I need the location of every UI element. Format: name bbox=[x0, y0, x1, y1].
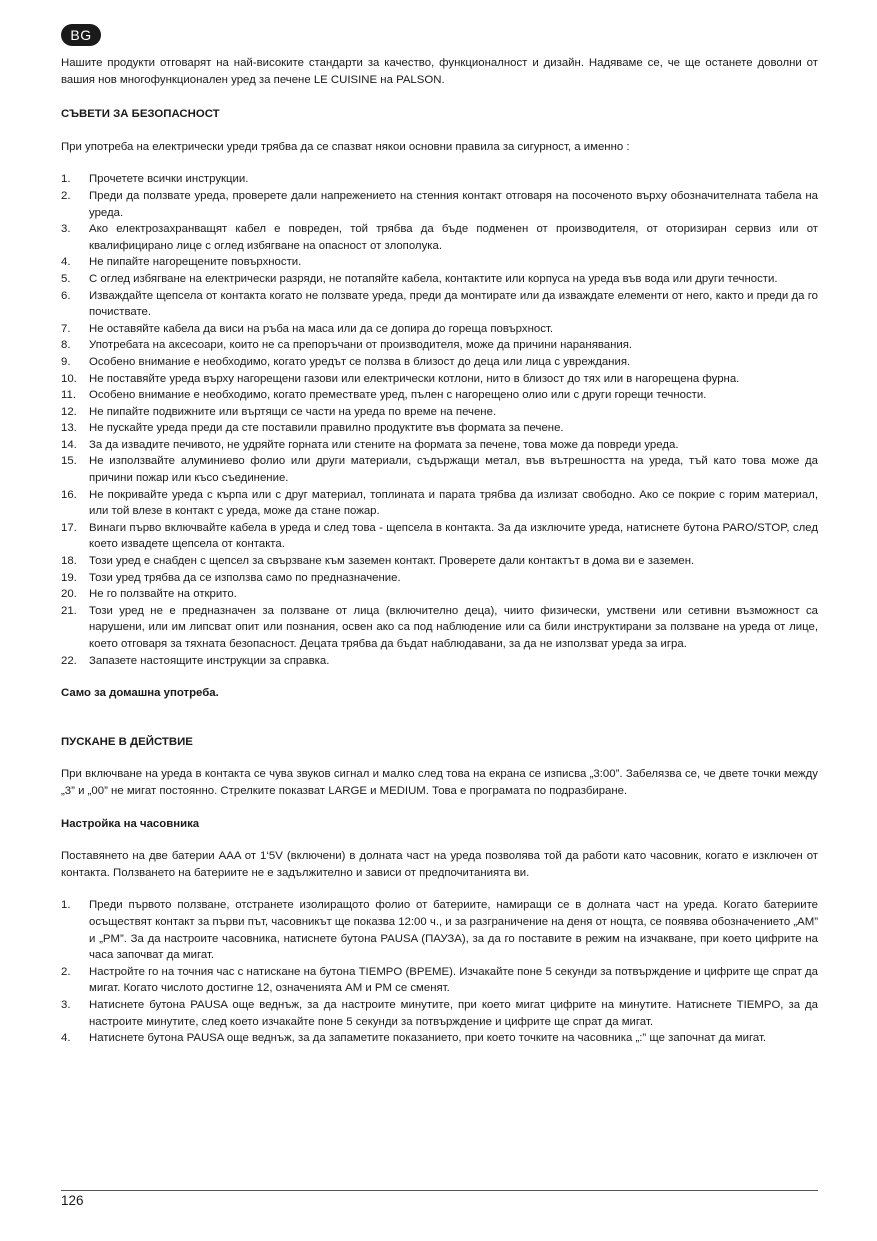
list-item-number: 19. bbox=[61, 571, 77, 584]
list-item-number: 15. bbox=[61, 455, 77, 468]
list-item-number: 2. bbox=[61, 965, 71, 978]
document-page bbox=[61, 24, 818, 1047]
list-item bbox=[61, 288, 818, 321]
list-item bbox=[61, 371, 818, 388]
list-item bbox=[61, 188, 818, 221]
list-item-number: 10. bbox=[61, 372, 77, 385]
list-item-text: Настройте го на точния час с натискане на бутона TIEMPO (ВРЕМЕ). Изчакайте поне 5 секунди за потвърждение и цифрите ще спрат да мигат. Когато числото достигне 12, означенията AM и PM се сменят. bbox=[89, 965, 818, 995]
list-item-text: Особено внимание е необходимо, когато уредът се ползва в близост до деца или лица с увреждания. bbox=[89, 355, 631, 368]
list-item bbox=[61, 437, 818, 454]
list-item-number: 5. bbox=[61, 272, 71, 285]
list-item-number: 9. bbox=[61, 355, 71, 368]
safety-list bbox=[61, 171, 818, 669]
list-item-number: 13. bbox=[61, 422, 77, 435]
list-item-text: С оглед избягване на електрически разряди, не потапяйте кабела, контактите или корпуса на уреда във вода или други течности. bbox=[89, 272, 778, 285]
list-item-number: 12. bbox=[61, 405, 77, 418]
list-item-text: Не използвайте алуминиево фолио или други материали, съдържащи метал, във вътрешността на уреда, тъй като това може да причини пожар или късо съединение. bbox=[89, 455, 818, 485]
list-item bbox=[61, 964, 818, 997]
list-item-number: 22. bbox=[61, 654, 77, 667]
list-item-number: 2. bbox=[61, 189, 71, 202]
list-item-text: Не пускайте уреда преди да сте поставили правилно продуктите във формата за печене. bbox=[89, 422, 564, 435]
list-item-number: 6. bbox=[61, 289, 71, 302]
list-item bbox=[61, 221, 818, 254]
list-item-number: 20. bbox=[61, 588, 77, 601]
list-item bbox=[61, 1030, 818, 1047]
list-item-text: Винаги първо включвайте кабела в уреда и след това - щепсела в контакта. За да изключите уреда, натиснете бутона PARO/STOP, след което извадете щепсела от контакта. bbox=[89, 521, 818, 551]
list-item bbox=[61, 171, 818, 188]
list-item-text: Не покривайте уреда с кърпа или с друг материал, топлината и парата трябва да излизат свободно. Ако се покрие с горим материал, или той влезе в контакт с уреда, може да стане пожар. bbox=[89, 488, 818, 518]
list-item bbox=[61, 553, 818, 570]
list-item-number: 8. bbox=[61, 339, 71, 352]
list-item-number: 11. bbox=[61, 389, 76, 402]
list-item-text: Особено внимание е необходимо, когато премествате уред, пълен с нагорещено олио или с други горещи течности. bbox=[89, 389, 707, 402]
list-item-number: 1. bbox=[61, 173, 71, 186]
list-item bbox=[61, 354, 818, 371]
list-item bbox=[61, 487, 818, 520]
clock-heading: Настройка на часовника bbox=[61, 817, 200, 830]
list-item-text: Ако електрозахранващят кабел е повреден, той трябва да бъде подменен от производителя, от оторизиран сервиз или от квалифицирано лице с оглед избягване на опасност от злополука. bbox=[89, 223, 818, 252]
safety-heading: СЪВЕТИ ЗА БЕЗОПАСНОСТ bbox=[61, 108, 220, 121]
list-item-number: 1. bbox=[61, 899, 71, 912]
list-item-number: 4. bbox=[61, 256, 71, 269]
list-item-text: Не пипайте нагорещените повърхности. bbox=[89, 256, 302, 269]
language-badge: BG bbox=[61, 24, 101, 46]
startup-paragraph: При включване на уреда в контакта се чува звуков сигнал и малко след това на екрана се изписва „3:00”. Забелязва се, че двете точки между „3” и „00” не мигат постоянно. Стрелките показват LARGE и MEDIUM. Това е програмата по подразбиране. bbox=[61, 768, 818, 797]
list-item bbox=[61, 271, 818, 288]
list-item-text: Не го ползвайте на открито. bbox=[89, 588, 237, 601]
list-item-text: Натиснете бутона PAUSA още веднъж, за да настроите минутите, при което мигат цифрите на минутите. Натиснете TIEMPO, за да настроите минутите, след което изчакайте поне 5 секунди за потвърждение и цифрите ще спрат да мигат. bbox=[89, 998, 818, 1028]
list-item bbox=[61, 404, 818, 421]
list-item bbox=[61, 586, 818, 603]
list-item bbox=[61, 997, 818, 1030]
list-item-number: 17. bbox=[61, 521, 77, 534]
list-item bbox=[61, 337, 818, 354]
page-number: 126 bbox=[61, 1193, 84, 1208]
list-item-text: Запазете настоящите инструкции за справка. bbox=[89, 654, 330, 667]
list-item-number: 3. bbox=[61, 998, 71, 1011]
list-item-number: 14. bbox=[61, 438, 77, 451]
home-use-note: Само за домашна употреба. bbox=[61, 687, 219, 700]
list-item-number: 18. bbox=[61, 555, 77, 568]
list-item bbox=[61, 420, 818, 437]
list-item bbox=[61, 897, 818, 963]
list-item bbox=[61, 520, 818, 553]
list-item-number: 4. bbox=[61, 1032, 71, 1045]
startup-heading: ПУСКАНЕ В ДЕЙСТВИЕ bbox=[61, 735, 193, 748]
list-item-text: Изваждайте щепсела от контакта когато не ползвате уреда, преди да монтирате или да изваждате елементи от него, както и преди да го почиствате. bbox=[89, 289, 818, 319]
list-item bbox=[61, 653, 818, 670]
list-item-text: Този уред трябва да се използва само по предназначение. bbox=[89, 571, 401, 584]
list-item-text: Преди да ползвате уреда, проверете дали напрежението на стенния контакт отговаря на посоченото върху обозначителната табела на уреда. bbox=[89, 189, 818, 219]
list-item bbox=[61, 387, 818, 404]
list-item-text: Не поставяйте уреда върху нагорещени газови или електрически котлони, нито в близост до тях или в нагорещена фурна. bbox=[89, 372, 740, 385]
list-item-text: Натиснете бутона PAUSA още веднъж, за да запаметите показанието, при което точките на часовника „:” ще започнат да мигат. bbox=[89, 1032, 767, 1045]
list-item-text: Този уред не е предназначен за ползване от лица (включително деца), чиито физически, умствени или сетивни възможност са нарушени, или им липсват опит или познания, освен ако са под наблюдение или са били инструктирани за ползване на уреда от лице, което отговаря за тяхната безопасност. Децата трябва да бъдат наблюдавани, за да не използват уреда за игра. bbox=[89, 604, 818, 650]
list-item-number: 3. bbox=[61, 223, 71, 236]
footer-divider bbox=[61, 1190, 818, 1191]
list-item-text: Не пипайте подвижните или въртящи се части на уреда по време на печене. bbox=[89, 405, 497, 418]
list-item-text: Употребата на аксесоари, които не са препоръчани от производителя, може да причини наранявания. bbox=[89, 339, 633, 352]
list-item bbox=[61, 570, 818, 587]
list-item-number: 16. bbox=[61, 488, 77, 501]
list-item bbox=[61, 453, 818, 486]
list-item-text: Този уред е снабден с щепсел за свързване към заземен контакт. Проверете дали контактът в дома ви е заземен. bbox=[89, 555, 695, 568]
clock-list bbox=[61, 897, 818, 1046]
list-item-number: 7. bbox=[61, 322, 71, 335]
list-item-number: 21. bbox=[61, 604, 77, 617]
list-item-text: Прочетете всички инструкции. bbox=[89, 173, 249, 186]
list-item bbox=[61, 603, 818, 653]
list-item-text: Преди първото ползване, отстранете изолиращото фолио от батериите, намиращи се в долната част на уреда. Когато батериите осъществят контакт за първи път, часовникът ще показва 12:00 ч., и за разграничение на деня от нощта, се появява обозначението „AM” и „PM”. За да настроите часовника, натиснете бутона PAUSA (ПАУЗА), за да го поставите в режим на изчакване, при което цифрите на часа започват да мигат. bbox=[89, 899, 819, 962]
intro-paragraph: Нашите продукти отговарят на най-високите стандарти за качество, функционалност и дизайн. Надяваме се, че ще останете доволни от вашия нов многофункционален уред за печене LE CUISINE на PALSON. bbox=[61, 57, 818, 86]
list-item bbox=[61, 254, 818, 271]
safety-lead: При употреба на електрически уреди трябва да се спазват някои основни правила за сигурност, а именно : bbox=[61, 140, 630, 153]
clock-lead: Поставянето на две батерии AAA от 1‘5V (включени) в долната част на уреда позволява той да работи като часовник, когато е изключен от контакта. Ползването на батериите не е задължително и зависи от предпочитанията ви. bbox=[61, 850, 818, 879]
list-item-text: Не оставяйте кабела да виси на ръба на маса или да се допира до гореща повърхност. bbox=[89, 322, 554, 335]
list-item bbox=[61, 321, 818, 338]
list-item-text: За да извадите печивото, не удряйте горната или стените на формата за печене, това може да повреди уреда. bbox=[89, 438, 679, 451]
